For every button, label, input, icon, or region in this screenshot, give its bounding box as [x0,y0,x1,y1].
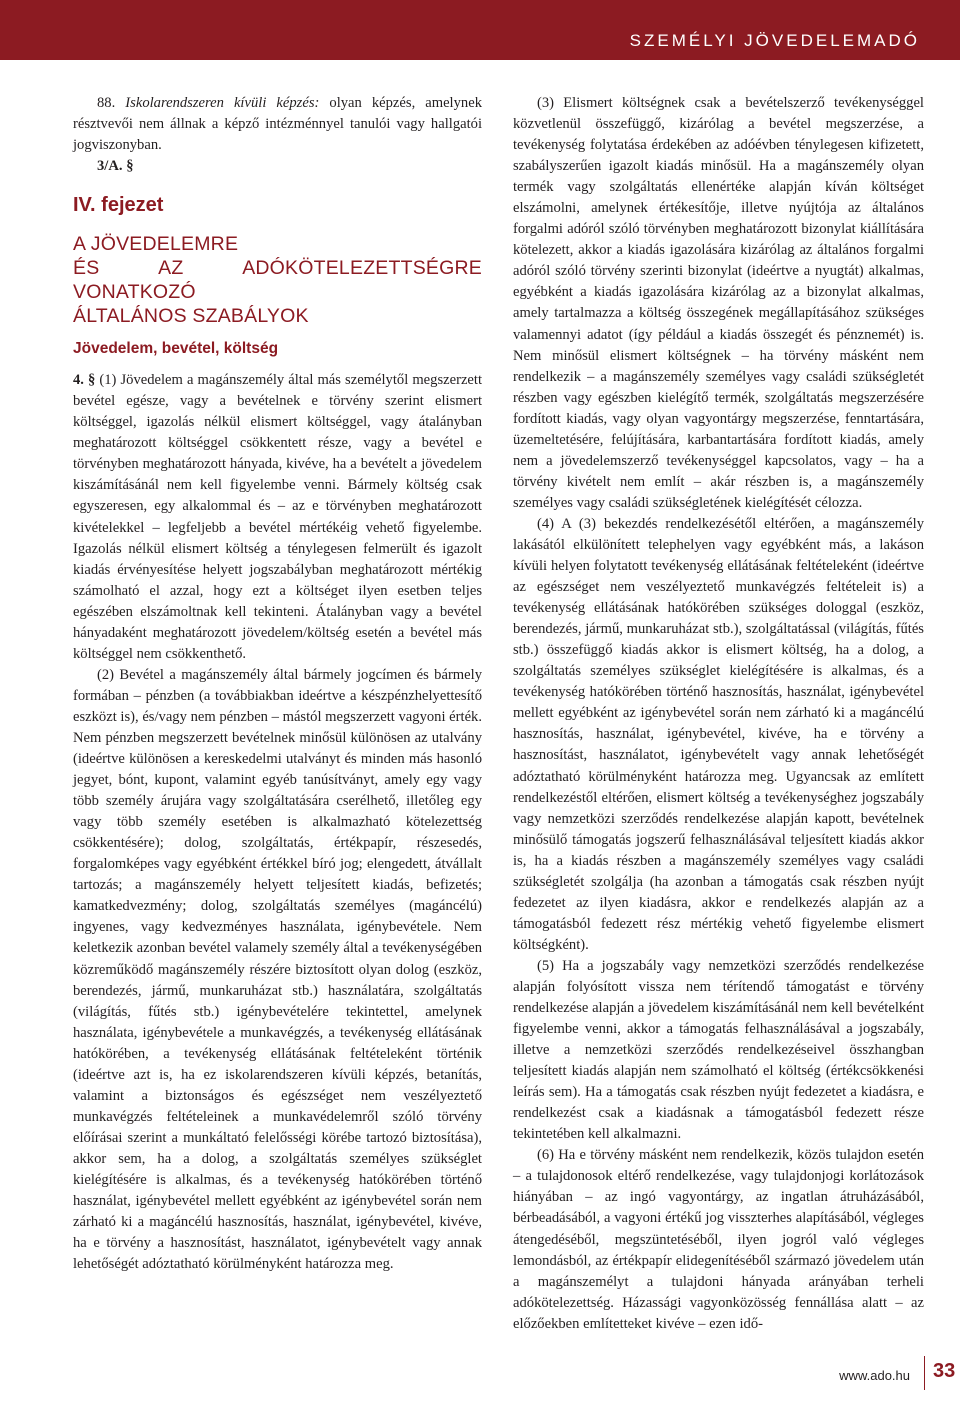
page-number: 33 [933,1360,956,1382]
paragraph-88-term: Iskolarendszeren kívüli képzés: [125,95,320,111]
header-bar [0,0,960,60]
section-4-paragraph-6: (6) Ha e törvény másként nem rendelkezik, közös tulajdon esetén – a tulajdonosok eltérő rendelkezése, vagy tulajdonjogi korlátozások hiányában – az ingó vagyontárgy, az ingatlan átruházásából, bérbeadásából, a vagyoni értékű jog visszterhes alapításából, végleges átengedéséből, megszüntetéséből, ilyen jogról való végleges lemondásból, az értékpapír elidegenítéséből származó jövedelem után a magánszemélyt a tulajdoni hányada arányában terheli adókötelezettség. Házassági vagyonközösség fennállása alatt – az előzőekben említetteket kivéve – ezen idő- [513,1147,924,1332]
section-3a-heading: 3/A. § [97,158,134,175]
right-column [513,93,924,1335]
section-subtitle: Jövedelem, bevétel, költség [73,340,279,358]
chapter-heading: IV. fejezet [73,194,164,217]
footer-url: www.ado.hu [839,1368,910,1383]
section-4-paragraph-3: (3) Elismert költségnek csak a bevételszerző tevékenységgel közvetlenül összefüggő, kizárólag a bevétel megszerzése, a tevékenység folytatása érdekében az adóévben ténylegesen kifizetett, szabályszerűen igazolt kiadás minősül. Ha a magánszemély olyan termék vagy szolgáltatás ellenértéke alapján kíván költséget elszámolni, amelynek értékesítője, illetve nyújtója az általános forgalmi adóról szóló törvényben meghatározott bizonylat kiállítására kötelezett, akkor a kiadás igazolására kizárólag az általános forgalmi adóról szóló törvény szerinti bizonylat (ideértve a nyugtát) alkalmas, egyébként a kiadás igazolására kizárólag az a bizonylat alkalmas, amely tartalmazza a költség összegének megállapításához szükséges valamennyi adatot (így például a kiadás összegét és pénznemét) is. Nem minősül elismert költségnek – ha törvény másként nem rendelkezik – a magánszemély személyes vagy családi szükségletét részben vagy egészben kielégítő termék, szolgáltatás megszerzésére fordított kiadás, vagy olyan vagyontárgy megszerzése, fenntartására, üzemeltetésére, felújítására, karbantartására fordított kiadás, amely nem a jövedelemszerző tevékenységgel kapcsolatos, vagy – ha a törvény kivételt nem említ – akár részben is, a magánszemély személyes vagy családi szükségletének kielégítését célozza. [513,95,924,511]
paragraph-88-number: 88. [97,95,116,111]
chapter-title-line-3: ÁLTALÁNOS SZABÁLYOK [73,305,309,328]
chapter-title [73,232,482,328]
section-4-paragraph-1 [73,370,482,665]
chapter-title-line-2: ÉS AZ ADÓKÖTELEZETTSÉGRE VONATKOZÓ [73,257,482,304]
chapter-title-line-1: A JÖVEDELEMRE [73,233,239,256]
section-4-paragraph-2: (2) Bevétel a magánszemély által bármely jogcímen és bármely formában – pénzben (a továbbiakban ideértve a készpénzhelyettesítő eszközt is), és/vagy nem pénzben – mástól megszerzett vagyoni érték. Nem pénzben megszerzett bevételnek minősül különösen az utalvány (ideértve különösen a kereskedelmi utalványt és minden más hasonló jegyet, bónt, kupont, valamint egyéb tanúsítványt, amely egy vagy több személy árujára vagy szolgáltatására cserélhető, illetőleg egy vagy több személy esetében is alkalmazható kötelezettség csökkentésére); dolog, szolgáltatás, értékpapír, részesedés, forgalomképes vagy egyébként értékkel bíró jog; elengedett, átvállalt tartozás; a magánszemély helyett teljesített kiadás, befizetés; kamatkedvezmény; dolog, szolgáltatás személyes (magáncélú) ingyenes, vagy kedvezményes használata, igénybevétele. Nem keletkezik azonban bevétel valamely személy által a tevékenységében közreműködő magánszemély részére biztosított olyan dolog (eszköz, berendezés, jármű, munkaruházat stb.) használatára, szolgáltatás (világítás, fűtés stb.) igénybevételére tekintettel, amelynek használata, igénybevétele a munkavégzés, a tevékenység ellátásának hatókörében, a tevékenység ellátásának feltételeként történik (ideértve azt is, ha ez iskolarendszeren kívüli képzés, betanítás, valamint a biztonságos és egészséget nem veszélyeztető munkavégzés feltételeinek a munkavédelemről szóló törvény előírásai szerint a munkáltató felelősségi körébe tartozó biztosítása), akkor sem, ha a dolog, a szolgáltatás személyes szükséglet kielégítésére is alkalmas, és a tevékenység hatókörében történő használat, igénybevétel mellett egyébként az igénybevétel során nem zárható ki a magáncélú hasznosítás, használat, igénybevétel, kivéve, ha e törvény a hasznosítást, használatot, igénybevételt vagy annak lehetőségét adóztatható körülményként határozza meg. [73,666,482,1273]
section-4-paragraph-1-text: (1) Jövedelem a magánszemély által más személytől megszerzett bevétel egésze, vagy a bevételnek e törvény szerint elismert költséggel, igazolás nélkül elismert költséggel, vagy átalányban meghatározott költséggel csökkentett része, vagy a bevétel e törvényben meghatározott hányada, kivéve, ha a bevételt a jövedelem kiszámításánál nem kell figyelembe venni. Bármely költség csak egyszeresen, egy alkalommal és – az e törvényben meghatározott kivételekkel – legfeljebb a bevétel mértékéig vehető figyelembe. Igazolás nélkül elismert költség a ténylegesen felmerült és igazolt kiadás érvényesítése helyett jogszabályban meghatározott mértékig számolható el azzal, hogy ezt a költséget ilyen esetben teljes egészében elszámoltnak kell tekinteni. Átalányban vagy a bevétel hányadaként meghatározott jövedelem/költség esetén a bevétel más költséggel nem csökkenthető. [73,372,483,662]
section-4-number: 4. § [73,372,96,389]
section-4-paragraph-5: (5) Ha a jogszabály vagy nemzetközi szerződés rendelkezése alapján folyósított vissza nem térítendő támogatást e törvény rendelkezése alapján a jövedelem kiszámításánál nem kell bevételként figyelembe venni, akkor a támogatás felhasználásával a jogszabály, illetve a nemzetközi szerződés rendelkezéseivel összhangban teljesített kiadás alapján nem számolható el költség (értékcsökkenési leírás sem). Ha a támogatás csak részben nyújt fedezetet a kiadásra, e rendelkezést csak a kiadásnak a támogatásból fedezett része tekintetében kell alkalmazni. [513,957,924,1143]
paragraph-88-text: olyan képzés, amelynek résztvevői nem állnak a képző intézménnyel tanulói vagy hallgatói jogviszonyban. [73,95,482,154]
running-title: SZEMÉLYI JÖVEDELEMADÓ [629,31,920,50]
left-column [73,93,482,1275]
paragraph-88 [73,93,482,156]
section-4-paragraph-4: (4) A (3) bekezdés rendelkezésétől eltérően, a magánszemély lakásától elkülönített telephelyen vagy egyébként más, a lakáson kívüli helyen folytatott tevékenység ellátásának feltételeként (ideértve az egészséget nem veszélyeztető munkavégzés feltételeit is) a tevékenység ellátásának hatókörében szükséges dologgal (eszköz, berendezés, jármű, munkaruházat stb.), szolgáltatással (világítás, fűtés stb.) összefüggő kiadás akkor is elismert költség, ha a dolog, a szolgáltatás személyes szükséglet kielégítésére is alkalmas, és a tevékenység hatókörében történő hasznosítás, használat, igénybevétel mellett egyébként az igénybevétel során nem zárható ki a magáncélú hasznosítás, használat, igénybevétel, kivéve, ha e törvény a hasznosítást, használatot, igénybevételt vagy annak lehetőségét adóztatható körülményként határozza meg. Ugyancsak az említett rendelkezéstől eltérően, elismert költség a tevékenységhez jogszabály vagy nemzetközi szerződés rendelkezése alapján kapott, bevételnek minősülő támogatás jogszerű felhasználásával teljesített kiadás akkor is, ha a kiadás részben a magánszemély személyes vagy családi szükségletét szolgálja (ha azonban a támogatás csak részben nyújt fedezetet az ilyen kiadásra, akkor e rendelkezés alapján az a támogatásból fedezett rész mértékig vehető figyelembe elismert költségként). [513,515,924,953]
footer-divider [924,1356,925,1390]
